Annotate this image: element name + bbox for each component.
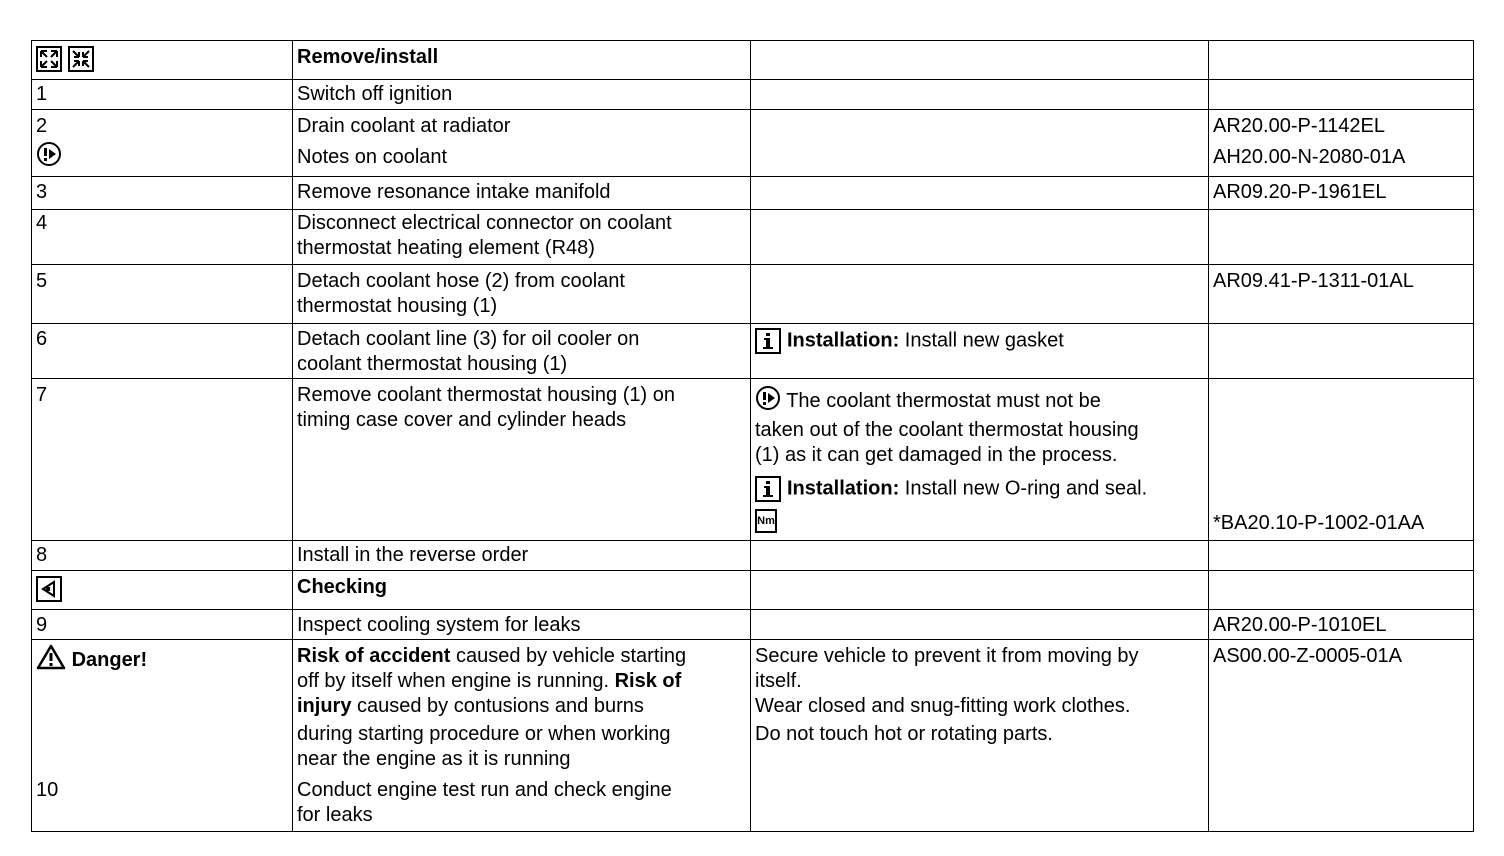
installation-label: Installation: <box>787 329 900 352</box>
step-number: 9 <box>36 614 48 636</box>
step-text: Disconnect electrical connector on coolant <box>297 212 672 234</box>
document-reference[interactable]: AR09.20-P-1961EL <box>1213 181 1387 203</box>
expand-icon <box>36 46 62 72</box>
installation-text: Install new gasket <box>904 329 1064 352</box>
notes-icon <box>36 141 62 174</box>
collapse-icon <box>68 46 94 72</box>
table-row <box>32 265 1474 324</box>
step-number: 5 <box>36 270 48 292</box>
risk-label: injury <box>297 695 352 717</box>
measure-text: Wear closed and snug-fitting work clothes. <box>755 695 1131 717</box>
danger-triangle-icon <box>36 644 66 677</box>
step-text: thermostat housing (1) <box>297 295 498 317</box>
step-number: 4 <box>36 212 48 234</box>
table-row <box>32 110 1474 177</box>
step-text: thermostat heating element (R48) <box>297 237 595 259</box>
step-text: Inspect cooling system for leaks <box>297 614 581 636</box>
section-title: Remove/install <box>297 46 439 68</box>
step-text: Detach coolant line (3) for oil cooler on <box>297 328 640 350</box>
procedure-table <box>31 40 1474 832</box>
document-reference[interactable]: AS00.00-Z-0005-01A <box>1213 645 1403 667</box>
danger-text: near the engine as it is running <box>297 748 571 770</box>
document-reference[interactable]: AH20.00-N-2080-01A <box>1213 146 1406 168</box>
measure-text: Do not touch hot or rotating parts. <box>755 723 1053 745</box>
step-text: for leaks <box>297 804 373 826</box>
torque-nm-icon[interactable]: Nm <box>755 509 777 533</box>
table-row <box>32 210 1474 265</box>
step-text: Drain coolant at radiator <box>297 115 511 137</box>
warning-text: (1) as it can get damaged in the process. <box>755 444 1118 466</box>
table-row <box>32 610 1474 640</box>
step-number: 1 <box>36 83 48 105</box>
danger-label: Danger! <box>71 648 148 671</box>
risk-label: Risk of accident <box>297 645 451 667</box>
table-row <box>32 571 1474 610</box>
document-reference[interactable]: AR09.41-P-1311-01AL <box>1213 270 1414 292</box>
document-reference[interactable]: AR20.00-P-1142EL <box>1213 115 1385 137</box>
step-number: 7 <box>36 384 48 406</box>
step-text: Detach coolant hose (2) from coolant <box>297 270 625 292</box>
document-reference[interactable]: *BA20.10-P-1002-01AA <box>1213 512 1425 534</box>
warning-text: taken out of the coolant thermostat housing <box>755 419 1139 441</box>
info-icon <box>755 476 781 502</box>
checking-icon <box>36 576 62 602</box>
table-row <box>32 379 1474 541</box>
risk-label: Risk of <box>614 670 682 692</box>
danger-text: caused by vehicle starting <box>450 645 687 667</box>
step-text: Remove resonance intake manifold <box>297 181 611 203</box>
info-icon <box>755 328 781 354</box>
table-row <box>32 324 1474 379</box>
step-text: timing case cover and cylinder heads <box>297 409 627 431</box>
step-number: 6 <box>36 328 48 350</box>
warning-circle-icon <box>755 385 781 418</box>
danger-text: during starting procedure or when working <box>297 723 671 745</box>
table-row <box>32 541 1474 571</box>
step-number: 10 <box>36 779 59 801</box>
step-number: 3 <box>36 181 48 203</box>
notes-link[interactable]: Notes on coolant <box>297 146 448 168</box>
step-text: Install in the reverse order <box>297 544 529 566</box>
table-row <box>32 41 1474 80</box>
installation-label: Installation: <box>787 477 900 500</box>
danger-text: off by itself when engine is running. <box>297 670 615 692</box>
section-title: Checking <box>297 576 388 598</box>
step-text: Switch off ignition <box>297 83 453 105</box>
table-row <box>32 80 1474 110</box>
step-number: 2 <box>36 115 48 137</box>
warning-text: The coolant thermostat must not be <box>786 389 1101 412</box>
measure-text: Secure vehicle to prevent it from moving by <box>755 645 1139 667</box>
step-number: 8 <box>36 544 48 566</box>
document-reference[interactable]: AR20.00-P-1010EL <box>1213 614 1387 636</box>
step-text: Remove coolant thermostat housing (1) on <box>297 384 675 406</box>
installation-text: Install new O-ring and seal. <box>904 477 1148 500</box>
measure-text: itself. <box>755 670 802 692</box>
step-text: Conduct engine test run and check engine <box>297 779 672 801</box>
step-text: coolant thermostat housing (1) <box>297 353 568 375</box>
table-row <box>32 640 1474 832</box>
table-row <box>32 177 1474 210</box>
danger-text: caused by contusions and burns <box>351 695 644 717</box>
